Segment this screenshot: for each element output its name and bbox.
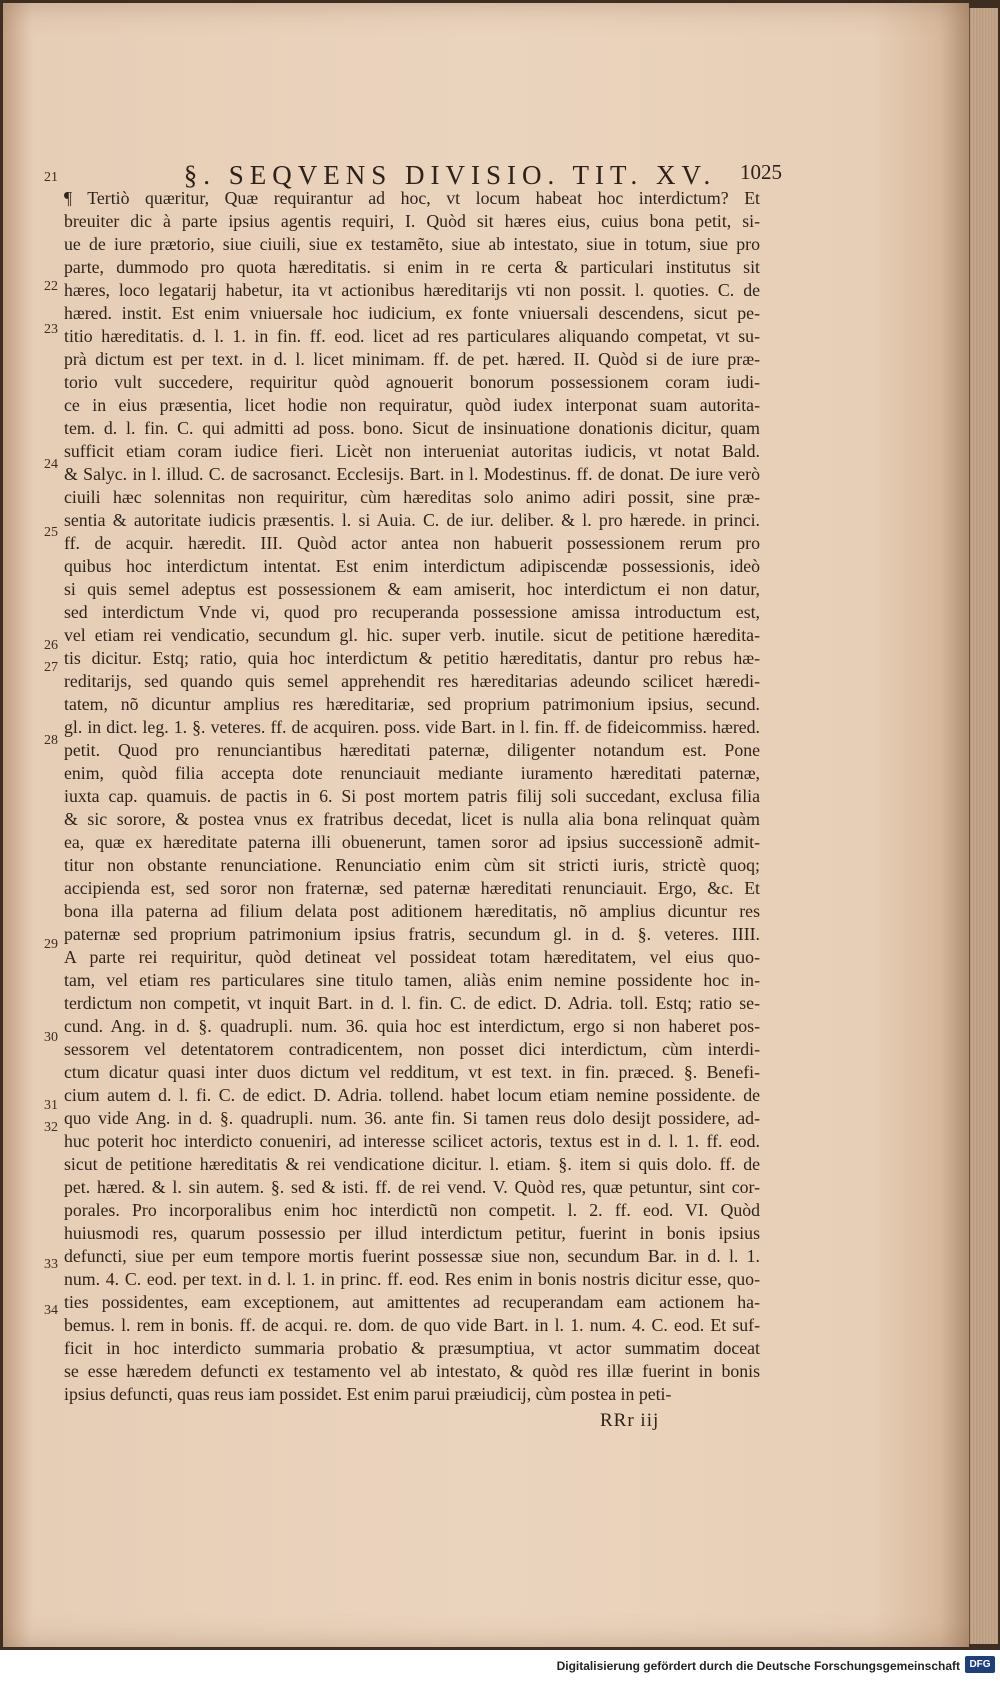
text-line: tam, vel etiam res particulares sine titulo tamen, aliàs enim nemine possidente hoc in- — [64, 970, 760, 990]
text-line: hæres, loco legatarij habetur, ita vt actionibus hæreditarijs vti non possit. l. quoties. C. de — [64, 280, 760, 300]
margin-number: 33 — [44, 1257, 58, 1272]
text-line: sentia & autoritate iudicis præsentis. l. si Auia. C. de iur. deliber. & l. pro hærede. in princi. — [64, 510, 760, 530]
text-line: sicut de petitione hæreditatis & rei vendicatione dicitur. l. etiam. §. item si quis dolo. ff. de — [64, 1154, 760, 1174]
body-text — [64, 187, 760, 1406]
text-line: num. 4. C. eod. per text. in d. l. 1. in princ. ff. eod. Res enim in bonis nostris dicitur esse, quo- — [64, 1269, 760, 1289]
text-line: & sic sorore, & postea vnus ex fratribus decedat, licet is nulla alia bona relinquat quàm — [64, 809, 760, 829]
margin-number: 25 — [44, 525, 58, 540]
text-line: bona illa paterna ad filium delata post aditionem hæreditatis, nõ amplius dicuntur res — [64, 901, 760, 921]
margin-number: 28 — [44, 733, 58, 748]
margin-number: 30 — [44, 1030, 58, 1045]
text-line: quo vide Ang. in d. §. quadrupli. num. 36. ante fin. Si tamen reus dolo desijt possidere, ad- — [64, 1108, 760, 1128]
text-line: ctum dicatur quasi inter duos dictum vel redditum, vt est text. in fin. præced. §. Benefi- — [64, 1062, 760, 1082]
text-line: sessorem vel detentatorem contradicentem, non posset dici interdictum, cùm interdi- — [64, 1039, 760, 1059]
margin-number: 24 — [44, 457, 58, 472]
text-line: ea, quæ ex hæreditate paterna illi obuenerunt, tamen soror ad ipsius successionẽ admit- — [64, 832, 760, 852]
text-line: ciuili hæc solennitas non requiritur, cùm hæreditas solo animo adiri possit, sine præ- — [64, 487, 760, 507]
text-line: vel etiam rei vendicatio, secundum gl. hic. super verb. inutile. sicut de petitione hæredita- — [64, 625, 760, 645]
margin-number: 23 — [44, 322, 58, 337]
text-line: tis dicitur. Estq; ratio, quia hoc interdictum & petitio hæreditatis, dantur pro rebus hæ- — [64, 648, 760, 668]
text-line: iuxta cap. quamuis. de pactis in 6. Si post mortem patris filij soli succedant, exclusa filia — [64, 786, 760, 806]
dfg-logo: DFG — [965, 1656, 995, 1673]
text-line: sufficit etiam coram iudice fieri. Licèt non interueniat autoritas iudicis, vt notat Bald. — [64, 441, 760, 461]
text-line: ipsius defuncti, quas reus iam possidet. Est enim parui præiudicij, cùm postea in peti- — [64, 1384, 672, 1404]
text-line: parte, dummodo pro quota hæreditatis. si enim in re certa & particulari institutus sit — [64, 257, 760, 277]
text-line: si quis semel adeptus est possessionem & eam amiserit, hoc interdictum ei non datur, — [64, 579, 760, 599]
text-line: titur non obstante renunciatione. Renunciatio enim cùm sit stricti iuris, strictè quoq; — [64, 855, 760, 875]
text-line: huc poterit hoc interdicto conueniri, ad interesse scilicet actoris, textus est in d. l. 1. ff. eod. — [64, 1131, 760, 1151]
text-line: huiusmodi res, quarum possessio per illud interdictum petitur, fuerint in bonis ipsius — [64, 1223, 760, 1243]
margin-number: 27 — [44, 660, 58, 675]
margin-number: 21 — [44, 170, 58, 185]
text-line: defuncti, siue per eum tempore mortis fuerint possessæ siue non, secundum Bar. in d. l. 1. — [64, 1246, 760, 1266]
margin-number: 26 — [44, 638, 58, 653]
text-line: reditarijs, sed quando quis semel apprehendit res hæreditarias adeundo scilicet hæredi- — [64, 671, 760, 691]
text-line: paternæ sed proprium patrimonium ipsius fratris, secundum gl. in d. §. veteres. IIII. — [64, 924, 760, 944]
folio-number: 1025 — [740, 160, 782, 184]
margin-number: 29 — [44, 937, 58, 952]
text-line: accipienda est, sed soror non fraternæ, sed paternæ hæreditati renunciauit. Ergo, &c. Et — [64, 878, 760, 898]
page-edges — [969, 8, 998, 1644]
margin-number: 22 — [44, 279, 58, 294]
text-line: A parte rei requiritur, quòd detineat vel possideat totam hæreditatem, vel eius quo- — [64, 947, 760, 967]
text-line: tatem, nõ dicuntur amplius res hæreditariæ, sed proprium patrimonium ipsius, secund. — [64, 694, 760, 714]
text-line: hæred. instit. Est enim vniuersale hoc iudicium, ex fonte vniuersali descendens, sicut pe- — [64, 303, 760, 323]
text-line: torio vult succedere, requiritur quòd agnouerit bonorum possessionem coram iudi- — [64, 372, 760, 392]
margin-number: 31 — [44, 1098, 58, 1113]
text-line: prà dictum est per text. in d. l. licet minimam. ff. de pet. hæred. II. Quòd si de iure præ- — [64, 349, 760, 369]
text-line: breuiter dic à parte ipsius agentis requiri, I. Quòd sit hæres eius, cuius bona petit, si- — [64, 211, 760, 231]
margin-number: 32 — [44, 1120, 58, 1135]
text-line: ce in eius præsentia, licet hodie non requiratur, quòd iudex interponat suam autorita- — [64, 395, 760, 415]
footer-credit: Digitalisierung gefördert durch die Deutsche Forschungsgemeinschaft — [556, 1659, 960, 1673]
footer-bar — [0, 1650, 1000, 1682]
text-line: ff. de acquir. hæredit. III. Quòd actor antea non habuerit possessionem rerum pro — [64, 533, 760, 553]
text-line: porales. Pro incorporalibus enim hoc interdictũ non competit. l. 2. ff. eod. VI. Quòd — [64, 1200, 760, 1220]
text-line: ficit in hoc interdicto summaria probatio & præsumptiua, vt actor summatim doceat — [64, 1338, 760, 1358]
text-line: petit. Quod pro renunciantibus hæreditati paternæ, diligenter notandum est. Pone — [64, 740, 760, 760]
text-line: cium autem d. l. fi. C. de edict. D. Adria. tollend. habet locum etiam nemine possidente. de — [64, 1085, 760, 1105]
text-line: ¶ Tertiò quæritur, Quæ requirantur ad hoc, vt locum habeat hoc interdictum? Et — [64, 188, 760, 208]
text-line: enim, quòd filia accepta dote renunciauit mediante iuramento hæreditati paternæ, — [64, 763, 760, 783]
text-line: titio hæreditatis. d. l. 1. in fin. ff. eod. licet ad res particulares aliquando competat, vt su- — [64, 326, 760, 346]
text-line: gl. in dict. leg. 1. §. veteres. ff. de acquiren. poss. vide Bart. in l. fin. ff. de fideicommiss. hæred. — [64, 717, 760, 737]
text-line: & Salyc. in l. illud. C. de sacrosanct. Ecclesijs. Bart. in l. Modestinus. ff. de donat. De iure verò — [64, 464, 760, 484]
text-line: cund. Ang. in d. §. quadrupli. num. 36. quia hoc est interdictum, ergo si non haberet pos- — [64, 1016, 760, 1036]
text-line: bemus. l. rem in bonis. ff. de acqui. re. dom. de quo vide Bart. in l. 1. num. 4. C. eod. Et suf- — [64, 1315, 760, 1335]
text-line: quibus hoc interdictum intentat. Est enim interdictum adipiscendæ possessionis, ideò — [64, 556, 760, 576]
margin-number: 34 — [44, 1303, 58, 1318]
running-title: §. SEQVENS DIVISIO. TIT. XV. — [183, 160, 717, 190]
text-line: tem. d. l. fin. C. qui admitti ad poss. bono. Sicut de insinuatione donationis dicitur, quam — [64, 418, 760, 438]
text-line: sed interdictum Vnde vi, quod pro recuperanda possessione amissa introductum est, — [64, 602, 760, 622]
signature-mark: RRr iij — [600, 1410, 660, 1431]
text-line: ties possidentes, eam exceptionem, aut amittentes ad recuperandam eam actionem ha- — [64, 1292, 760, 1312]
text-line: pet. hæred. & l. sin autem. §. sed & isti. ff. de rei vend. V. Quòd res, quæ petuntur, sint cor- — [64, 1177, 760, 1197]
text-line: terdictum non competit, vt inquit Bart. in d. l. fin. C. de edict. D. Adria. toll. Estq; ratio se- — [64, 993, 760, 1013]
text-line: se esse hæredem defuncti ex testamento vel ab intestato, & quòd res illæ fuerint in bonis — [64, 1361, 760, 1381]
text-line: ue de iure prætorio, siue ciuili, siue ex testamẽto, siue ab intestato, siue in totum, siue pro — [64, 234, 760, 254]
